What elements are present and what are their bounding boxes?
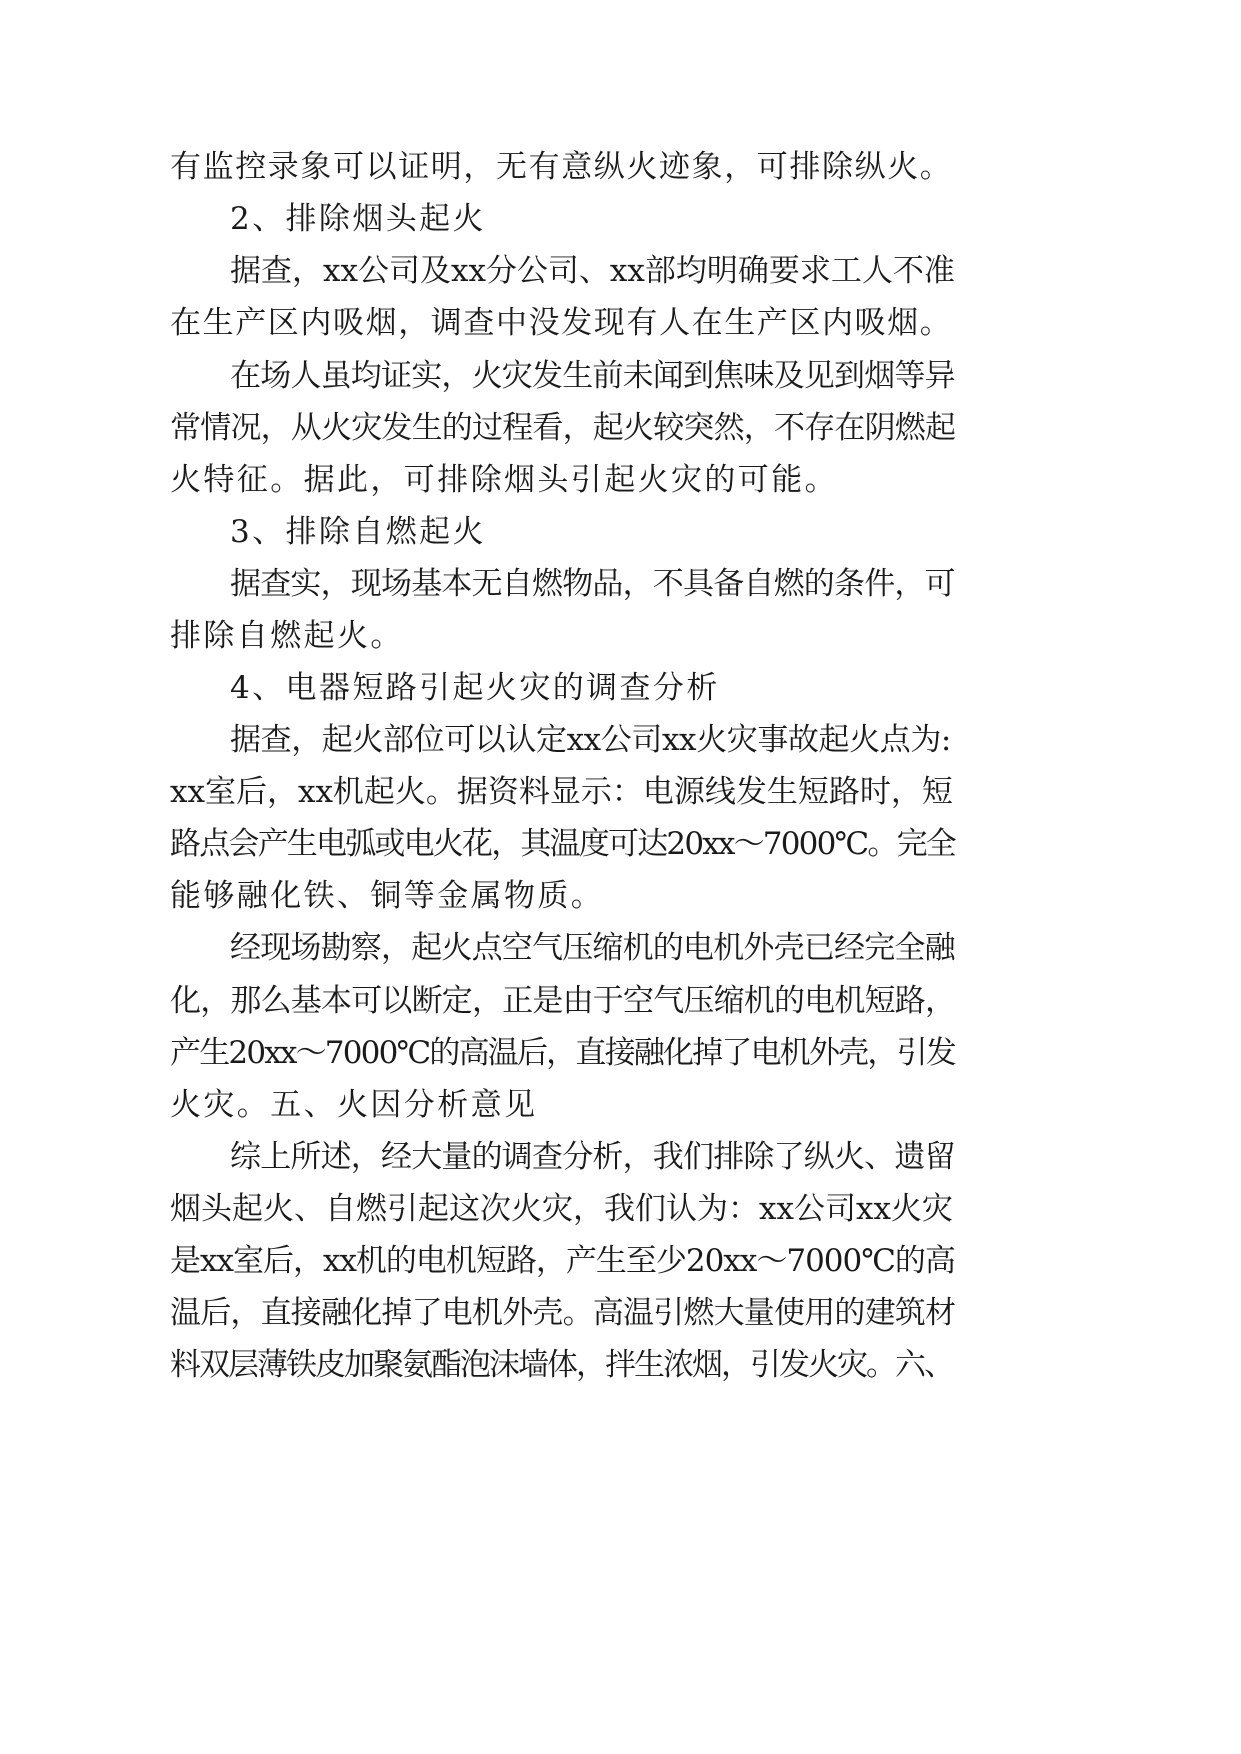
line-text: 产生20xx～7000℃的高温后，直接融化掉了电机外壳，引发	[170, 1035, 955, 1071]
text-line	[0, 139, 1241, 195]
line-text: 据查，起火部位可以认定xx公司xx火灾事故起火点为:	[230, 722, 951, 758]
line-text: 火特征。据此，可排除烟头引起火灾的可能。	[170, 462, 838, 498]
text-line	[0, 973, 1241, 1029]
text-line	[0, 348, 1241, 404]
line-text: 据查，xx公司及xx分公司、xx部均明确要求工人不准	[230, 253, 955, 289]
text-line	[0, 816, 1241, 872]
text-line	[0, 1129, 1241, 1185]
section-heading: 4、电器短路引起火灾的调查分析	[230, 670, 720, 706]
text-line	[0, 295, 1241, 351]
line-text: 在生产区内吸烟，调查中没发现有人在生产区内吸烟。	[170, 305, 953, 341]
line-text: 料双层薄铁皮加聚氨酯泡沫墙体，拌生浓烟，引发火灾。六、	[170, 1347, 953, 1383]
line-text: 在场人虽均证实，火灾发生前未闻到焦味及见到烟等异	[230, 358, 955, 394]
text-line	[0, 764, 1241, 820]
text-line	[0, 712, 1241, 768]
text-line	[0, 1181, 1241, 1237]
text-line	[0, 1337, 1241, 1393]
text-line	[0, 400, 1241, 456]
text-line	[0, 608, 1241, 664]
text-line	[0, 1285, 1241, 1341]
text-line	[0, 556, 1241, 612]
line-text: 综上所述，经大量的调查分析，我们排除了纵火、遗留	[230, 1139, 955, 1175]
line-text: 路点会产生电弧或电火花，其温度可达20xx～7000℃。完全	[170, 826, 955, 862]
text-line	[0, 1233, 1241, 1289]
line-text: 化，那么基本可以断定，正是由于空气压缩机的电机短路，	[170, 983, 956, 1019]
line-text: xx室后，xx机起火。据资料显示：电源线发生短路时，短	[170, 774, 953, 810]
line-text: 温后，直接融化掉了电机外壳。高温引燃大量使用的建筑材	[170, 1295, 956, 1331]
line-text: 有监控录象可以证明，无有意纵火迹象，可排除纵火。	[170, 149, 953, 185]
text-line	[0, 191, 1241, 247]
line-text: 排除自燃起火。	[170, 618, 404, 654]
text-line	[0, 452, 1241, 508]
text-line	[0, 1077, 1241, 1133]
line-text: 能够融化铁、铜等金属物质。	[170, 878, 605, 914]
line-text: 是xx室后，xx机的电机短路，产生至少20xx～7000℃的高	[170, 1243, 955, 1279]
line-text: 据查实，现场基本无自燃物品，不具备自燃的条件，可	[230, 566, 955, 602]
section-heading: 2、排除烟头起火	[230, 201, 486, 237]
section-heading: 3、排除自燃起火	[230, 514, 486, 550]
line-text: 常情况，从火灾发生的过程看，起火较突然，不存在阴燃起	[170, 410, 956, 446]
text-line	[0, 868, 1241, 924]
text-line	[0, 243, 1241, 299]
text-line	[0, 920, 1241, 976]
line-text: 火灾。五、火因分析意见	[170, 1087, 538, 1123]
line-text: 烟头起火、自燃引起这次火灾，我们认为：xx公司xx火灾	[170, 1191, 953, 1227]
text-line	[0, 1025, 1241, 1081]
line-text: 经现场勘察，起火点空气压缩机的电机外壳已经完全融	[230, 930, 955, 966]
text-line	[0, 504, 1241, 560]
text-line	[0, 660, 1241, 716]
